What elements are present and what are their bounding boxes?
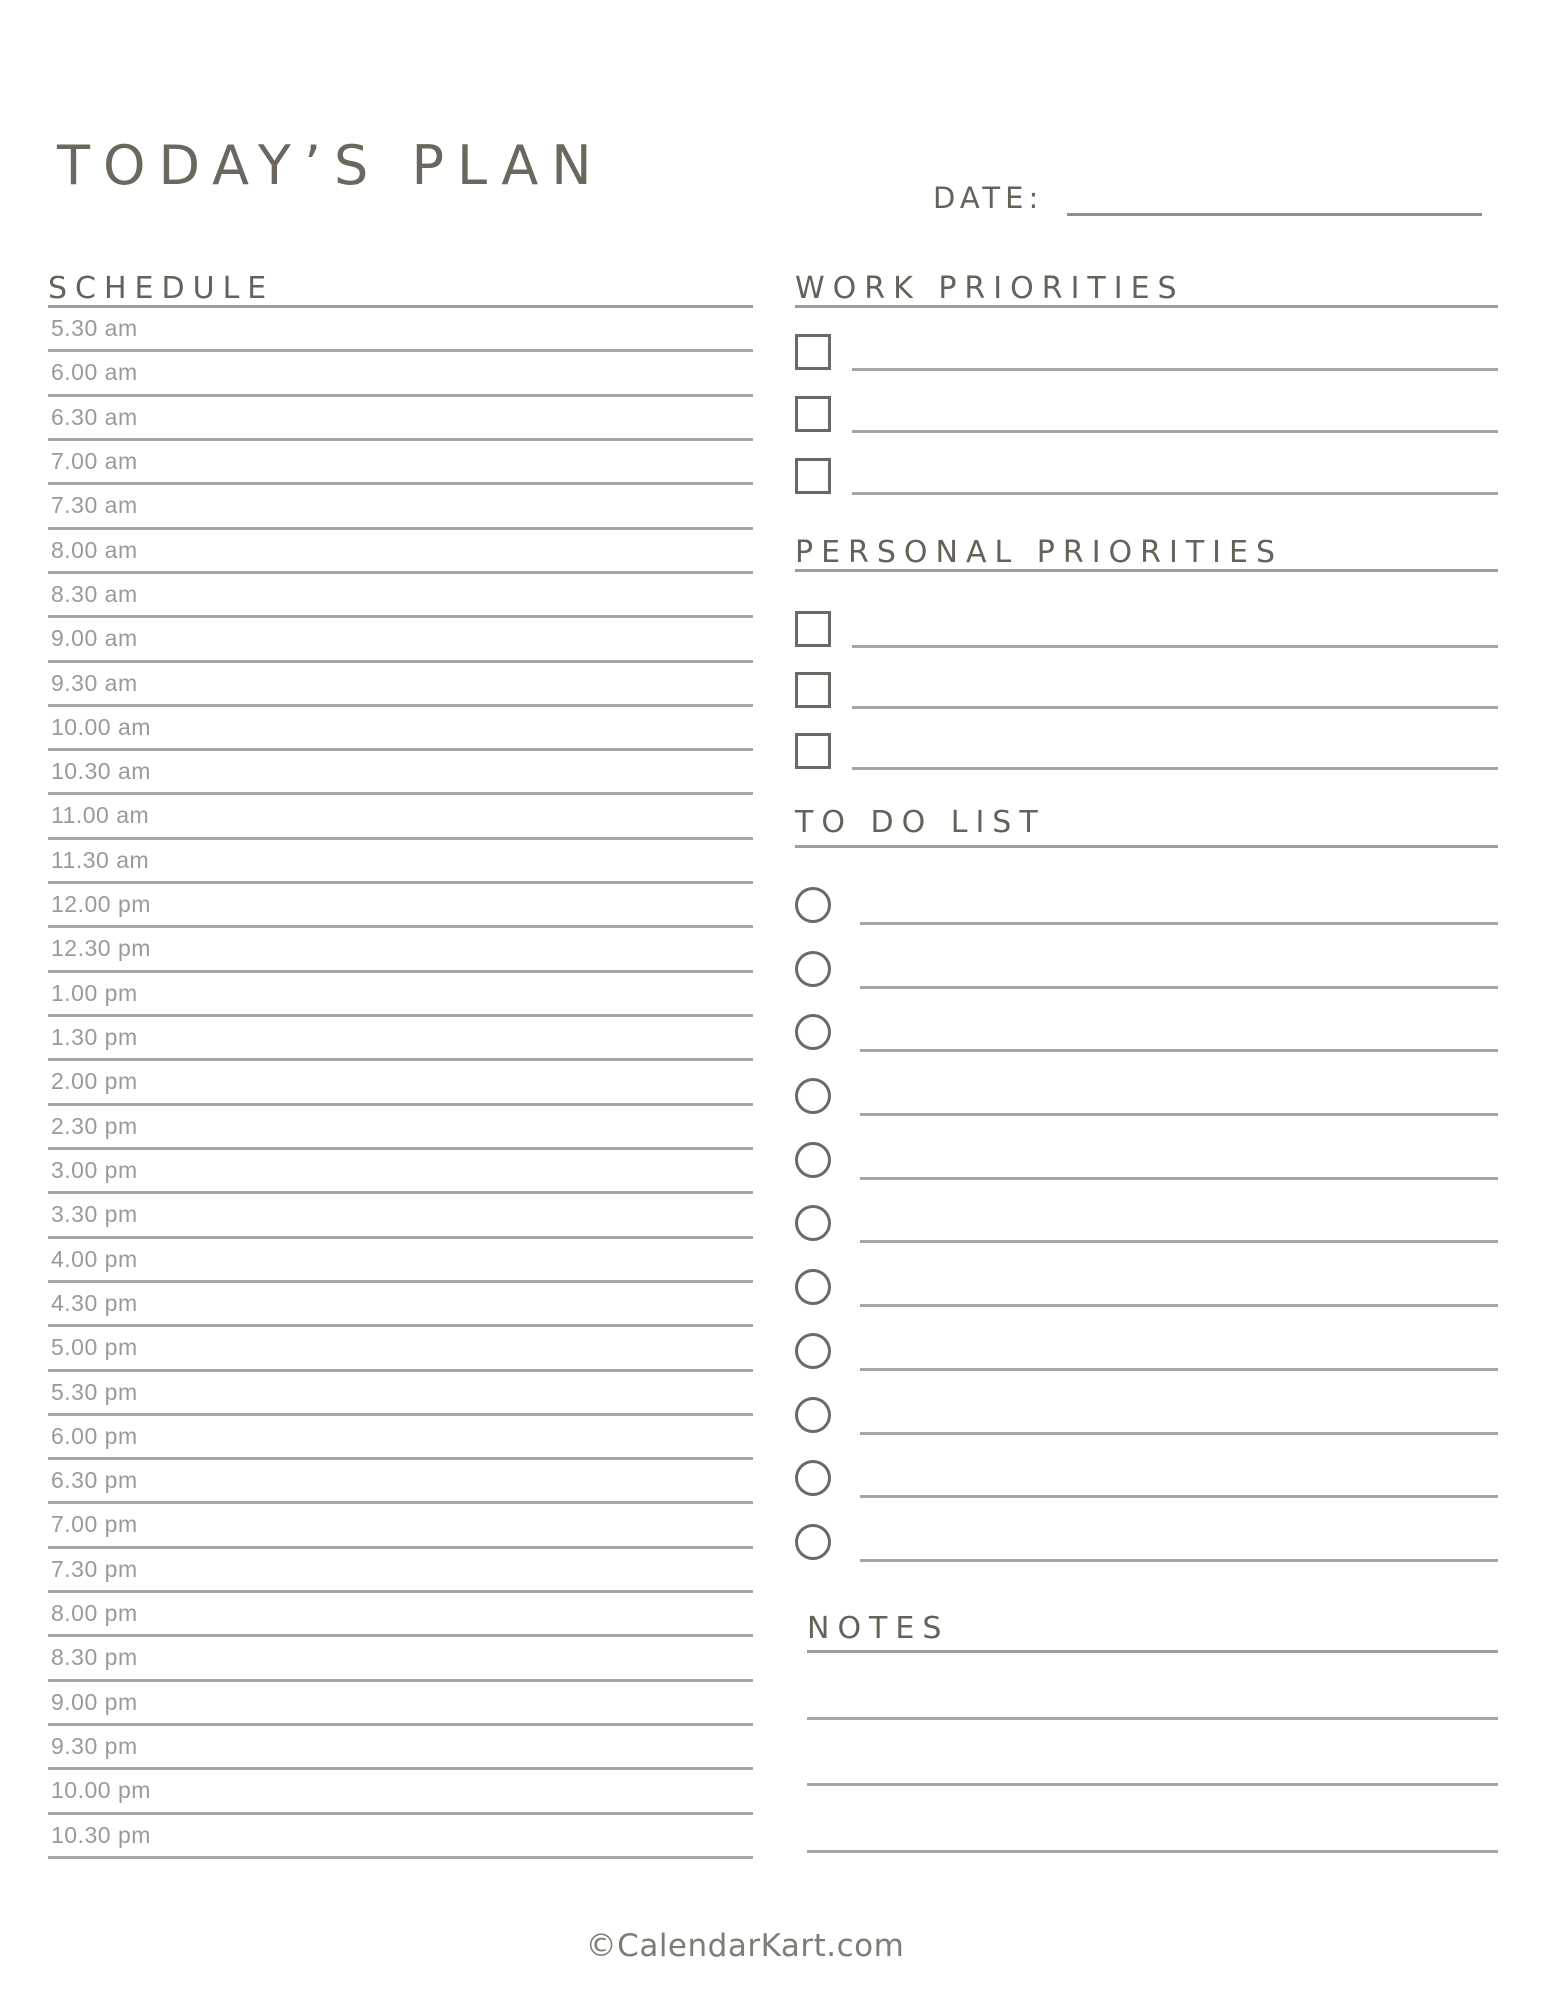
schedule-row[interactable] (48, 397, 753, 441)
time-label: 10.30 pm (51, 1821, 151, 1848)
write-in-line[interactable] (860, 922, 1498, 925)
footer-credit: ©CalendarKart.com (585, 1928, 905, 1964)
todo-circle[interactable] (795, 1142, 831, 1178)
write-in-line[interactable] (860, 1113, 1498, 1116)
time-label: 9.00 pm (51, 1688, 138, 1715)
time-label: 11.00 am (51, 802, 150, 829)
schedule-row[interactable] (48, 1682, 753, 1726)
todo-circle[interactable] (795, 1333, 831, 1369)
schedule-row[interactable] (48, 840, 753, 884)
time-label: 1.00 pm (51, 979, 138, 1006)
checkbox[interactable] (795, 672, 831, 708)
todo-circle[interactable] (795, 1524, 831, 1560)
schedule-row[interactable] (48, 1637, 753, 1681)
time-label: 7.00 am (51, 447, 138, 474)
priority-item (795, 672, 1498, 708)
schedule-row[interactable] (48, 1549, 753, 1593)
time-label: 9.00 am (51, 625, 138, 652)
time-label: 7.00 pm (51, 1511, 138, 1538)
todo-circle[interactable] (795, 1460, 831, 1496)
schedule-row[interactable] (48, 308, 753, 352)
time-label: 6.00 pm (51, 1422, 138, 1449)
time-label: 6.30 am (51, 403, 138, 430)
time-label: 7.30 pm (51, 1555, 138, 1582)
write-in-line[interactable] (860, 1495, 1498, 1498)
personal-priorities-section (795, 536, 1498, 794)
notes-line[interactable] (807, 1653, 1498, 1720)
time-label: 7.30 am (51, 492, 138, 519)
schedule-row[interactable] (48, 707, 753, 751)
time-label: 8.30 pm (51, 1644, 138, 1671)
notes-section (807, 1611, 1498, 1853)
schedule-row[interactable] (48, 441, 753, 485)
schedule-row[interactable] (48, 1593, 753, 1637)
todo-item (795, 1269, 1498, 1305)
schedule-row[interactable] (48, 485, 753, 529)
write-in-line[interactable] (852, 492, 1498, 495)
todo-circle[interactable] (795, 1269, 831, 1305)
time-label: 3.00 pm (51, 1156, 138, 1183)
personal-priorities-list (795, 611, 1498, 769)
todo-heading: TO DO LIST (795, 806, 1498, 848)
schedule-row[interactable] (48, 1416, 753, 1460)
todo-item (795, 1014, 1498, 1050)
write-in-line[interactable] (852, 767, 1498, 770)
notes-line[interactable] (807, 1786, 1498, 1853)
write-in-line[interactable] (860, 1304, 1498, 1307)
priority-item (795, 334, 1498, 370)
date-input-line[interactable] (1067, 213, 1482, 216)
time-label: 3.30 pm (51, 1201, 138, 1228)
schedule-row[interactable] (48, 1150, 753, 1194)
time-label: 8.30 am (51, 580, 138, 607)
personal-priorities-heading: PERSONAL PRIORITIES (795, 536, 1498, 572)
schedule-row[interactable] (48, 884, 753, 928)
schedule-row[interactable] (48, 618, 753, 662)
priority-item (795, 458, 1498, 494)
write-in-line[interactable] (860, 1049, 1498, 1052)
todo-item (795, 1333, 1498, 1369)
checkbox[interactable] (795, 611, 831, 647)
todo-item (795, 1460, 1498, 1496)
todo-item (795, 887, 1498, 923)
priority-item (795, 396, 1498, 432)
todo-item (795, 951, 1498, 987)
schedule-row[interactable] (48, 751, 753, 795)
schedule-row[interactable] (48, 1815, 753, 1859)
write-in-line[interactable] (860, 986, 1498, 989)
priority-item (795, 733, 1498, 769)
schedule-row[interactable] (48, 928, 753, 972)
todo-section (795, 806, 1498, 1588)
time-label: 2.00 pm (51, 1068, 138, 1095)
work-priorities-section (795, 272, 1498, 520)
work-priorities-heading: WORK PRIORITIES (795, 272, 1498, 308)
time-label: 9.30 pm (51, 1733, 138, 1759)
todo-item (795, 1205, 1498, 1241)
time-label: 5.30 pm (51, 1378, 138, 1405)
schedule-list (48, 308, 753, 1859)
time-label: 10.30 am (51, 758, 151, 785)
schedule-row[interactable] (48, 1770, 753, 1814)
write-in-line[interactable] (860, 1559, 1498, 1562)
schedule-row[interactable] (48, 663, 753, 707)
time-label: 12.00 pm (51, 891, 151, 918)
todo-circle[interactable] (795, 1205, 831, 1241)
checkbox[interactable] (795, 458, 831, 494)
todo-circle[interactable] (795, 1078, 831, 1114)
write-in-line[interactable] (852, 706, 1498, 709)
time-label: 5.30 am (51, 315, 138, 341)
todo-item (795, 1397, 1498, 1433)
time-label: 1.30 pm (51, 1024, 138, 1050)
time-label: 2.30 pm (51, 1112, 138, 1139)
todo-circle[interactable] (795, 887, 831, 923)
write-in-line[interactable] (860, 1432, 1498, 1435)
write-in-line[interactable] (852, 645, 1498, 648)
page-title: TODAY’S PLAN (57, 134, 605, 197)
time-label: 10.00 pm (51, 1777, 151, 1804)
time-label: 12.30 pm (51, 935, 151, 962)
time-label: 10.00 am (51, 713, 151, 740)
checkbox[interactable] (795, 334, 831, 370)
schedule-heading: SCHEDULE (48, 272, 753, 308)
time-label: 6.00 am (51, 359, 138, 386)
todo-item (795, 1142, 1498, 1178)
schedule-row[interactable] (48, 1194, 753, 1238)
schedule-row[interactable] (48, 574, 753, 618)
schedule-row[interactable] (48, 1106, 753, 1150)
schedule-row[interactable] (48, 530, 753, 574)
schedule-row[interactable] (48, 1504, 753, 1548)
todo-circle[interactable] (795, 951, 831, 987)
schedule-row[interactable] (48, 1460, 753, 1504)
schedule-row[interactable] (48, 352, 753, 396)
priority-item (795, 611, 1498, 647)
checkbox[interactable] (795, 733, 831, 769)
write-in-line[interactable] (860, 1368, 1498, 1371)
time-label: 4.30 pm (51, 1289, 138, 1316)
write-in-line[interactable] (860, 1240, 1498, 1243)
time-label: 8.00 am (51, 536, 138, 563)
notes-lines (807, 1653, 1498, 1853)
todo-item (795, 1524, 1498, 1560)
time-label: 6.30 pm (51, 1467, 138, 1494)
date-label: DATE: (933, 181, 1044, 215)
schedule-row[interactable] (48, 1726, 753, 1770)
notes-heading: NOTES (807, 1611, 1498, 1653)
write-in-line[interactable] (860, 1177, 1498, 1180)
todo-list (795, 887, 1498, 1560)
write-in-line[interactable] (852, 430, 1498, 433)
write-in-line[interactable] (852, 368, 1498, 371)
schedule-row[interactable] (48, 1061, 753, 1105)
schedule-row[interactable] (48, 1372, 753, 1416)
time-label: 8.00 pm (51, 1600, 138, 1627)
todo-circle[interactable] (795, 1397, 831, 1433)
time-label: 11.30 am (51, 846, 150, 873)
schedule-row[interactable] (48, 973, 753, 1017)
schedule-row[interactable] (48, 1017, 753, 1061)
work-priorities-list (795, 334, 1498, 494)
schedule-row[interactable] (48, 795, 753, 839)
notes-line[interactable] (807, 1720, 1498, 1787)
schedule-row[interactable] (48, 1239, 753, 1283)
schedule-row[interactable] (48, 1283, 753, 1327)
todo-item (795, 1078, 1498, 1114)
todo-circle[interactable] (795, 1014, 831, 1050)
time-label: 5.00 pm (51, 1334, 138, 1361)
checkbox[interactable] (795, 396, 831, 432)
time-label: 9.30 am (51, 669, 138, 696)
time-label: 4.00 pm (51, 1245, 138, 1272)
schedule-row[interactable] (48, 1327, 753, 1371)
